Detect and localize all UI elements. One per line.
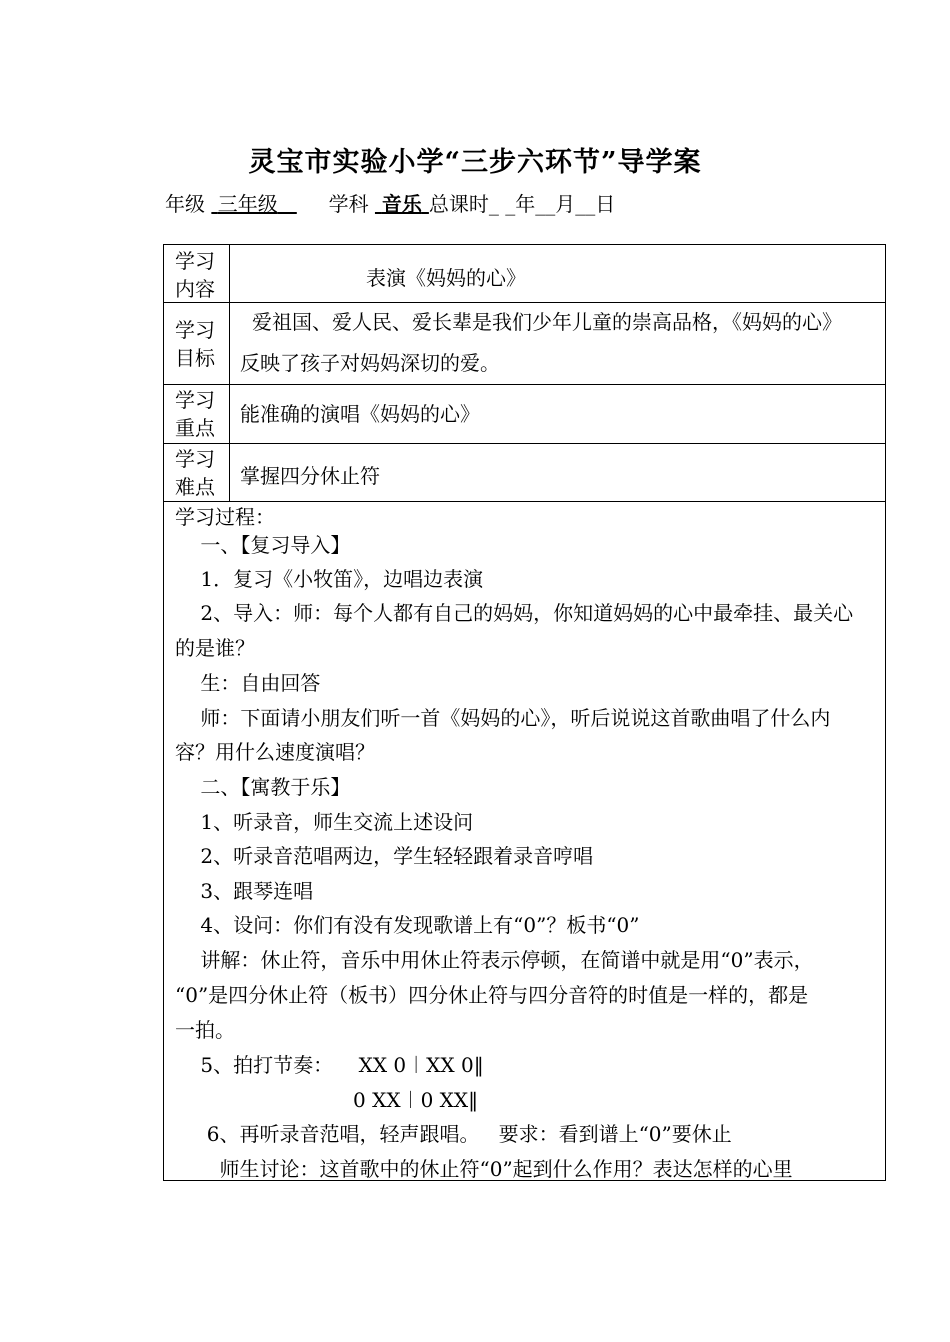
- process-line: 6、再听录音范唱，轻声跟唱。 要求：看到谱上“0”要休止: [175, 1122, 732, 1146]
- key-point-value: 能准确的演唱《妈妈的心》: [240, 402, 480, 426]
- day-label: 日: [595, 192, 616, 216]
- row-divider: [163, 501, 886, 502]
- goal-line-1: 爱祖国、爱人民、爱长辈是我们少年儿童的崇高品格，《妈妈的心》: [252, 310, 842, 334]
- process-line: 学习过程：: [175, 505, 275, 529]
- total-hours-blank: _ _: [488, 192, 516, 216]
- process-line: 1．复习《小牧笛》，边唱边表演: [175, 567, 484, 591]
- process-line: 4、设问：你们有没有发现歌谱上有“0”？板书“0”: [175, 913, 640, 937]
- content-value: 表演《妈妈的心》: [366, 266, 526, 290]
- process-line: 一、【复习导入】: [175, 533, 351, 557]
- row-divider: [163, 302, 886, 303]
- grade-label: 年级: [165, 192, 205, 216]
- process-line: 师生讨论：这首歌中的休止符“0”起到什么作用？表达怎样的心里: [175, 1157, 793, 1181]
- difficulty-value: 掌握四分休止符: [240, 464, 380, 488]
- rhythm-line-1: 5、拍打节奏： XX 0︱XX 0‖: [175, 1053, 484, 1077]
- content-label: 学习 内容: [175, 249, 215, 301]
- month-blank: __: [535, 192, 556, 216]
- total-hours-label: 总课时: [428, 192, 489, 216]
- column-divider: [229, 244, 230, 501]
- process-line: 讲解：休止符，音乐中用休止符表示停顿，在简谱中就是用“0”表示，: [175, 948, 814, 972]
- process-line: 3、跟琴连唱: [175, 879, 314, 903]
- process-line: 容？用什么速度演唱？: [175, 740, 375, 764]
- subject-label: 学科: [328, 192, 369, 216]
- process-line: 一拍。: [175, 1018, 235, 1042]
- subject-value: 音乐: [381, 192, 422, 216]
- grade-value: 三年级: [217, 192, 278, 216]
- process-line: 二、【寓教于乐】: [175, 775, 351, 799]
- process-line: 师：下面请小朋友们听一首《妈妈的心》，听后说说这首歌曲唱了什么内: [175, 706, 831, 730]
- process-line: 1、听录音，师生交流上述设问: [175, 810, 474, 834]
- difficulty-label: 学习 难点: [175, 447, 215, 499]
- process-line: “0”是四分休止符（板书）四分休止符与四分音符的时值是一样的，都是: [175, 983, 809, 1007]
- day-blank: __: [575, 192, 596, 216]
- process-line: 2、听录音范唱两边，学生轻轻跟着录音哼唱: [175, 844, 594, 868]
- row-divider: [163, 443, 886, 444]
- rhythm-line-2: 0 XX︱0 XX‖: [175, 1088, 479, 1112]
- goal-label: 学习 目标: [175, 318, 215, 370]
- process-line: 2、导入：师：每个人都有自己的妈妈，你知道妈妈的心中最牵挂、最关心: [175, 601, 854, 625]
- process-line: 的是谁？: [175, 636, 255, 660]
- row-divider: [163, 384, 886, 385]
- goal-line-2: 反映了孩子对妈妈深切的爱。: [240, 351, 500, 375]
- key-point-label: 学习 重点: [175, 388, 215, 440]
- process-line: 生：自由回答: [175, 671, 321, 695]
- month-label: 月: [555, 192, 576, 216]
- page-title: 灵宝市实验小学“三步六环节”导学案: [248, 147, 702, 178]
- header-meta: [165, 188, 615, 217]
- year-label: 年: [515, 192, 536, 216]
